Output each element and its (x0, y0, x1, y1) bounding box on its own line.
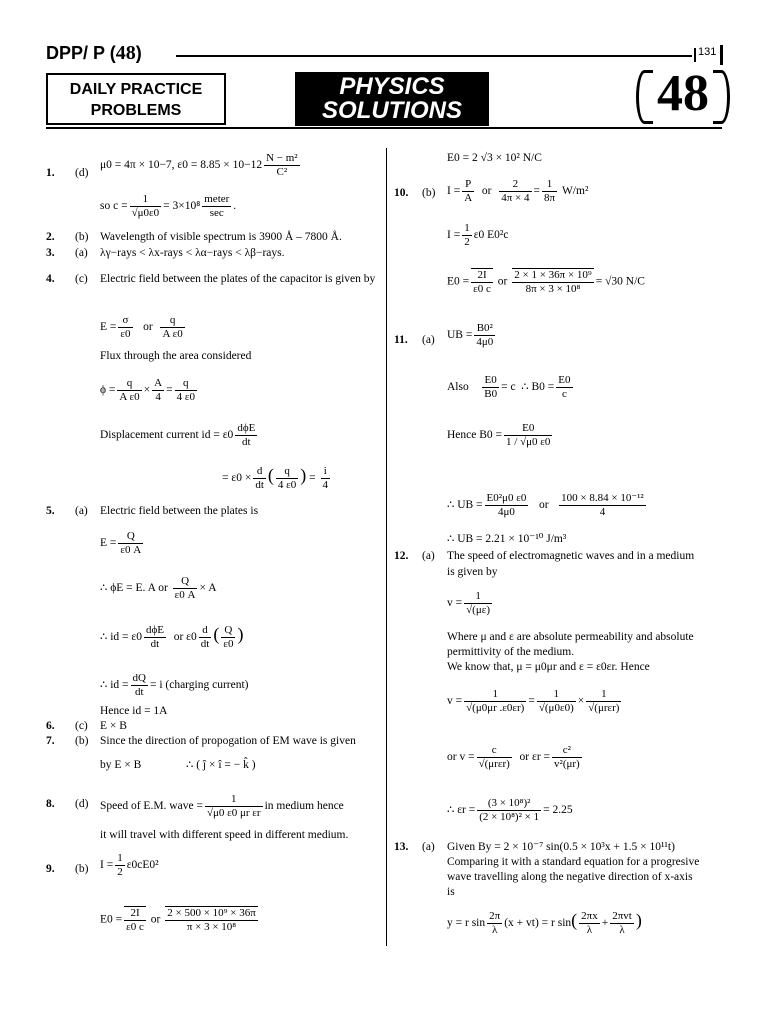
dpp-number: 48 (115, 42, 136, 64)
q10-field-eq: E0 = $\frac{2I}{\varepsilon 0 c}$ or $\frac{\text{2 × 1 × 36π × 10⁹}}{\text{8π × 3 × 10⁸}}$ = √30 N/C (447, 269, 645, 295)
q8-text: Speed of E.M. wave = $\frac{1}{\text{√μ0 ε0 μr εr}}$ in medium hence (100, 793, 344, 819)
q1-line2: so c = $\frac{1}{√\mu 0\varepsilon 0}$ = 3×10⁸ $\frac{\text{meter}}{\sec}$ . (100, 193, 237, 219)
q12-where3: We know that, μ = μ0μr and ε = ε0εr. Hence (447, 661, 650, 673)
q4-phi-eq: ϕ = $\frac{q}{\text{A ε0}}$ × $\frac{A}{4}$ = $\frac{q}{4 \varepsilon 0}$ (100, 377, 195, 403)
banner-line-2: SOLUTIONS (321, 97, 462, 124)
q12-line2: is given by (447, 566, 498, 578)
q13-line2: Comparing it with a standard equation for a progresive (447, 856, 700, 868)
page-marker-left (694, 48, 696, 62)
q11-also: Also $\frac{E0}{B0}$ = c ∴ B0 = $\frac{E0}{c}$ (447, 374, 571, 400)
page-marker-right (720, 45, 723, 65)
q3-text: λγ−rays < λx-rays < λα−rays < λβ−rays. (100, 247, 285, 259)
daily-practice-box (46, 73, 226, 125)
column-divider (386, 148, 387, 946)
q11-option: (a) (422, 334, 435, 346)
header-rule (46, 127, 722, 129)
q4-text: Electric field between the plates of the capacitor is given by (100, 273, 376, 285)
q12-speed-eq: v = $\frac{1}{√(\mu\varepsilon)}$ (447, 590, 491, 616)
q5-number: 5. (46, 505, 55, 517)
q10-option: (b) (422, 187, 436, 199)
q11-ub-eq: ∴ UB = $\frac{\text{E0²μ0 ε0}}{4\mu 0}$ or $\frac{\text{100 × 8.84 × 10⁻¹²}}{4}$ (447, 492, 644, 518)
q1-frac-unit: $\frac{\text{N − m²}}{\text{C²}}$ (266, 152, 298, 178)
q12-line1: The speed of electromagnetic waves and in a medium (447, 550, 695, 562)
q13-option: (a) (422, 841, 435, 853)
q11-energy-eq: UB = $\frac{\text{B0²}}{4\mu 0}$ (447, 322, 494, 348)
q9-intensity-eq: I = $\frac{1}{2}$ ε0cE0² (100, 852, 159, 878)
header-line (176, 55, 692, 57)
q10-intensity: I = $\frac{P}{A}$ or $\frac{2}{4\pi \times 4}$ = $\frac{1}{8\pi}$ W/m² (447, 178, 589, 204)
q3-option: (a) (75, 247, 88, 259)
q5-option: (a) (75, 505, 88, 517)
q8-number: 8. (46, 798, 55, 810)
q13-line4: is (447, 886, 455, 898)
q4-displacement: Displacement current id = ε0 $\frac{\text{dϕE}}{dt}$ (100, 422, 256, 448)
q3-number: 3. (46, 247, 55, 259)
q2-number: 2. (46, 231, 55, 243)
q8-option: (d) (75, 798, 89, 810)
q4-flux-text: Flux through the area considered (100, 350, 252, 362)
q5-flux-eq: ∴ ϕE = E. A or $\frac{Q}{\varepsilon 0 A}$ × A (100, 575, 217, 601)
q9-number: 9. (46, 863, 55, 875)
q4-field-eq: E = $\frac{\sigma}{\varepsilon 0}$ or $\frac{q}{\text{A ε0}}$ (100, 314, 183, 340)
q12-where1: Where μ and ε are absolute permeability and absolute (447, 631, 694, 643)
q10-intensity2: I = $\frac{1}{2}$ ε0 E0²c (447, 222, 509, 248)
box-line-2: PROBLEMS (90, 102, 182, 119)
q13-wave-eq: y = r sin $\frac{2\pi}{\lambda}$ (x + vt) = r sin( $\frac{2\pi x}{\lambda}$ + $\frac{\text{2πvt}}{\lambda}$ ) (447, 910, 642, 936)
q10-number: 10. (394, 187, 409, 199)
q11-result: ∴ UB = 2.21 × 10⁻¹⁰ J/m³ (447, 533, 567, 545)
q5-field-eq: E = $\frac{Q}{\varepsilon 0 A}$ (100, 530, 142, 556)
dpp-prefix: DPP/ P (46, 43, 105, 63)
q7-text: Since the direction of propogation of EM wave is given (100, 735, 356, 747)
q2-option: (b) (75, 231, 89, 243)
page-number: 131 (698, 46, 717, 58)
q7-line2: by E × B (100, 759, 142, 771)
q1-number: 1. (46, 167, 55, 179)
q13-line1: Given By = 2 × 10⁻⁷ sin(0.5 × 10³x + 1.5 × 10¹¹t) (447, 841, 675, 853)
q12-speed-eq3: or v = $\frac{c}{\text{√(μrεr)}}$ or εr = $\frac{\text{c²}}{\text{v²(μr)}}$ (447, 744, 580, 770)
q12-where2: permittivity of the medium. (447, 646, 575, 658)
dpp-label: DPP/ P (48) (46, 42, 142, 64)
q12-speed-eq2: v = $\frac{1}{√(\mu 0\mu r .\varepsilon 0\varepsilon r)}$ = $\frac{1}{√(\mu 0\varepsilon 0)}$ × $\frac{1}{\text{√(μrεr)}}$ (447, 688, 620, 714)
q9-option: (b) (75, 863, 89, 875)
q5-text: Electric field between the plates is (100, 505, 259, 517)
q6-option: (c) (75, 720, 88, 732)
r-top-result: E0 = 2 √3 × 10² N/C (447, 152, 542, 164)
q5-current-eq: ∴ id = ε0 $\frac{\text{dϕE}}{dt}$ or ε0 $\frac{d}{dt}$ ( $\frac{Q}{\varepsilon 0}$ ) (100, 624, 244, 650)
q13-number: 13. (394, 841, 409, 853)
q4-option: (c) (75, 273, 88, 285)
box-line-1: DAILY PRACTICE (69, 81, 203, 98)
big-number: 48 (640, 64, 726, 124)
q6-number: 6. (46, 720, 55, 732)
banner-line-1: PHYSICS (339, 73, 445, 100)
q13-line3: wave travelling along the negative direction of x-axis (447, 871, 693, 883)
q6-text: E × B (100, 720, 127, 732)
q4-number: 4. (46, 273, 55, 285)
q1-frac-c: $\frac{1}{√\mu 0\varepsilon 0}$ (131, 193, 160, 219)
q12-result: ∴ εr = $\frac{\text{(3 × 10⁸)²}}{\text{(2 × 10⁸)² × 1}}$ = 2.25 (447, 797, 573, 823)
q5-hence: Hence id = 1A (100, 705, 168, 717)
q12-option: (a) (422, 550, 435, 562)
q12-number: 12. (394, 550, 409, 562)
q1-option: (d) (75, 167, 89, 179)
q1-frac-speed: $\frac{\text{meter}}{\sec}$ (204, 193, 230, 219)
q7-line3: ∴ ( ĵ × î = − k̂ ) (186, 759, 256, 771)
q11-hence: Hence B0 = $\frac{E0}{1 / √\mu 0 \varepsilon 0}$ (447, 422, 551, 448)
physics-solutions-banner (295, 72, 489, 126)
q7-number: 7. (46, 735, 55, 747)
q11-number: 11. (394, 334, 408, 346)
q9-field-eq: E0 = $\frac{2I}{\varepsilon 0 c}$ or $\frac{\text{2 × 500 × 10⁹ × 36π}}{\text{π × 3 × 10⁸}}$ (100, 907, 256, 933)
q5-current-eq2: ∴ id = $\frac{dQ}{dt}$ = i (charging current) (100, 672, 249, 698)
q7-option: (b) (75, 735, 89, 747)
q8-line2: it will travel with different speed in different medium. (100, 829, 349, 841)
q1-line1: μ0 = 4π × 10−7, ε0 = 8.85 × 10−12 $\frac{\text{N − m²}}{\text{C²}}$ (100, 152, 298, 178)
q4-final-eq: = ε0 × $\frac{d}{dt}$ ( $\frac{q}{4 \varepsilon 0}$ ) = $\frac{i}{4}$ (222, 465, 328, 491)
q2-text: Wavelength of visible spectrum is 3900 Å – 7800 Å. (100, 231, 342, 243)
